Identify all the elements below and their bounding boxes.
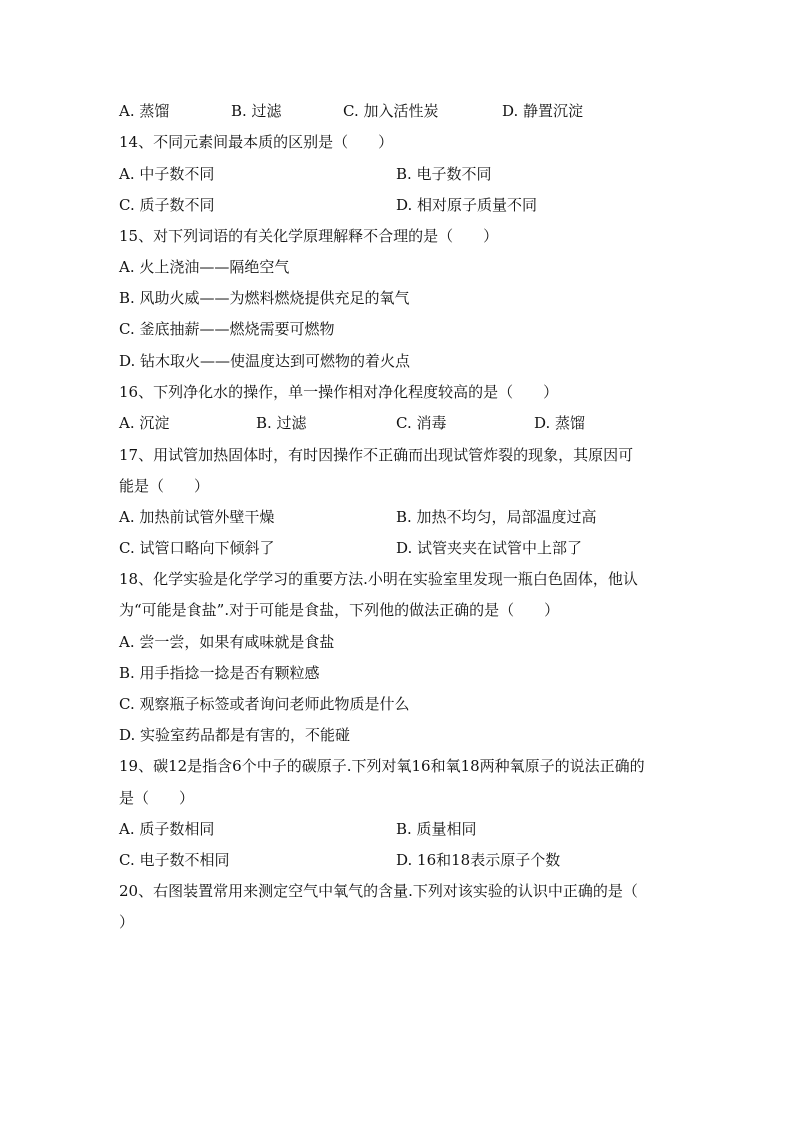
q13-option-b: B. 过滤 — [231, 102, 282, 120]
q18-option-a: A. 尝一尝，如果有咸味就是食盐 — [119, 633, 335, 651]
q20-stem-line2: ） — [119, 913, 135, 931]
q16-option-c: C. 消毒 — [396, 414, 447, 432]
q18-stem-line2: 为“可能是食盐”.对于可能是食盐，下列他的做法正确的是（ ） — [119, 601, 560, 619]
q17-option-c: C. 试管口略向下倾斜了 — [119, 539, 275, 557]
q16-option-a: A. 沉淀 — [119, 414, 170, 432]
q19-option-b: B. 质量相同 — [396, 820, 477, 838]
q13-option-d: D. 静置沉淀 — [502, 102, 584, 120]
q18-option-b: B. 用手指捻一捻是否有颗粒感 — [119, 664, 320, 682]
q19-option-c: C. 电子数不相同 — [119, 851, 230, 869]
q14-option-b: B. 电子数不同 — [396, 165, 492, 183]
q17-option-d: D. 试管夹夹在试管中上部了 — [396, 539, 583, 557]
q19-stem-line2: 是（ ） — [119, 789, 195, 807]
q18-option-d: D. 实验室药品都是有害的，不能碰 — [119, 726, 351, 744]
q13-option-a: A. 蒸馏 — [119, 102, 170, 120]
q14-option-c: C. 质子数不同 — [119, 196, 215, 214]
q16-stem: 16、下列净化水的操作，单一操作相对净化程度较高的是（ ） — [119, 383, 559, 401]
q17-stem-line1: 17、用试管加热固体时，有时因操作不正确而出现试管炸裂的现象，其原因可 — [119, 446, 634, 464]
q15-option-c: C. 釜底抽薪——燃烧需要可燃物 — [119, 320, 335, 338]
q16-option-d: D. 蒸馏 — [534, 414, 586, 432]
q18-option-c: C. 观察瓶子标签或者询问老师此物质是什么 — [119, 695, 410, 713]
q14-stem: 14、不同元素间最本质的区别是（ ） — [119, 133, 394, 151]
q15-option-a: A. 火上浇油——隔绝空气 — [119, 258, 290, 276]
q14-option-a: A. 中子数不同 — [119, 165, 215, 183]
q17-option-a: A. 加热前试管外壁干燥 — [119, 508, 275, 526]
q14-option-d: D. 相对原子质量不同 — [396, 196, 538, 214]
q16-option-b: B. 过滤 — [256, 414, 307, 432]
q18-stem-line1: 18、化学实验是化学学习的重要方法.小明在实验室里发现一瓶白色固体，他认 — [119, 570, 638, 588]
q17-stem-line2: 能是（ ） — [119, 477, 210, 495]
q15-option-d: D. 钻木取火——使温度达到可燃物的着火点 — [119, 352, 411, 370]
q15-option-b: B. 风助火威——为燃料燃烧提供充足的氧气 — [119, 289, 410, 307]
q20-stem-line1: 20、右图装置常用来测定空气中氧气的含量.下列对该实验的认识中正确的是（ — [119, 882, 638, 900]
q19-option-d: D. 16和18表示原子个数 — [396, 851, 561, 869]
q19-stem-line1: 19、碳12是指含6个中子的碳原子.下列对氧16和氧18两种氧原子的说法正确的 — [119, 757, 645, 775]
q13-option-c: C. 加入活性炭 — [343, 102, 439, 120]
q15-stem: 15、对下列词语的有关化学原理解释不合理的是（ ） — [119, 227, 499, 245]
q19-option-a: A. 质子数相同 — [119, 820, 215, 838]
q17-option-b: B. 加热不均匀，局部温度过高 — [396, 508, 597, 526]
